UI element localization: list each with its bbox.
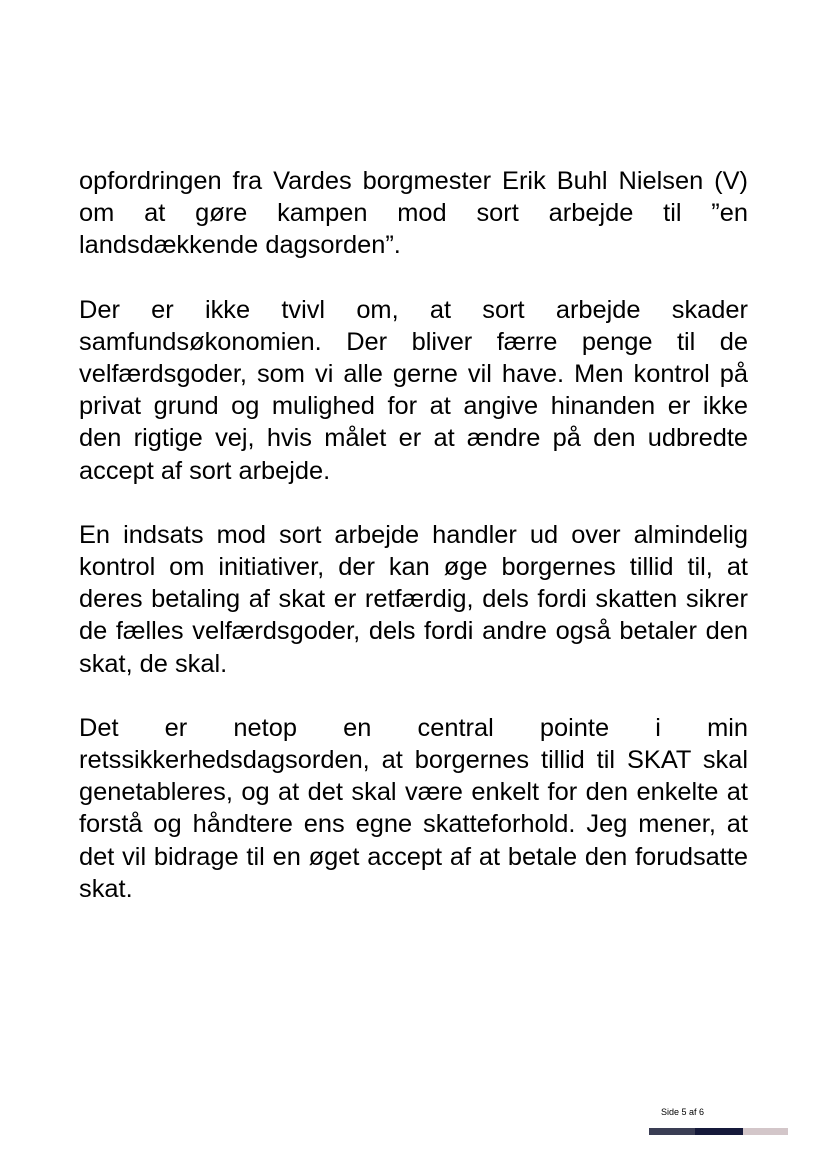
footer-bar-segment: [743, 1128, 788, 1135]
paragraph-4: Det er netop en central pointe i min retssikkerhedsdagsorden, at borgernes tillid til SKAT skal genetableres, og at det skal være enkelt for den enkelte at forstå og håndtere ens egne skatteforhold. Jeg mener, at det vil bidrage til en øget accept af at betale den forudsatte skat.: [79, 713, 748, 903]
page-footer: [649, 1106, 788, 1136]
page-number: Side 5 af 6: [661, 1107, 705, 1117]
body-text: [79, 165, 748, 937]
footer-bar-segment: [695, 1128, 743, 1135]
paragraph-2: Der er ikke tvivl om, at sort arbejde skader samfundsøkonomien. Der bliver færre penge til de velfærdsgoder, som vi alle gerne vil have. Men kontrol på privat grund og mulighed for at angive hinanden er ikke den rigtige vej, hvis målet er at ændre på den udbredte accept af sort arbejde.: [79, 295, 748, 485]
paragraph-1: opfordringen fra Vardes borgmester Erik Buhl Nielsen (V) om at gøre kampen mod sort arbejde til ”en landsdækkende dagsorden”.: [79, 167, 748, 260]
footer-bar-segment: [649, 1128, 695, 1135]
paragraph-3: En indsats mod sort arbejde handler ud over almindelig kontrol om initiativer, der kan øge borgernes tillid til, at deres betaling af skat er retfærdig, dels fordi skatten sikrer de fælles velfærdsgoder, dels fordi andre også betaler den skat, de skal.: [79, 520, 748, 678]
